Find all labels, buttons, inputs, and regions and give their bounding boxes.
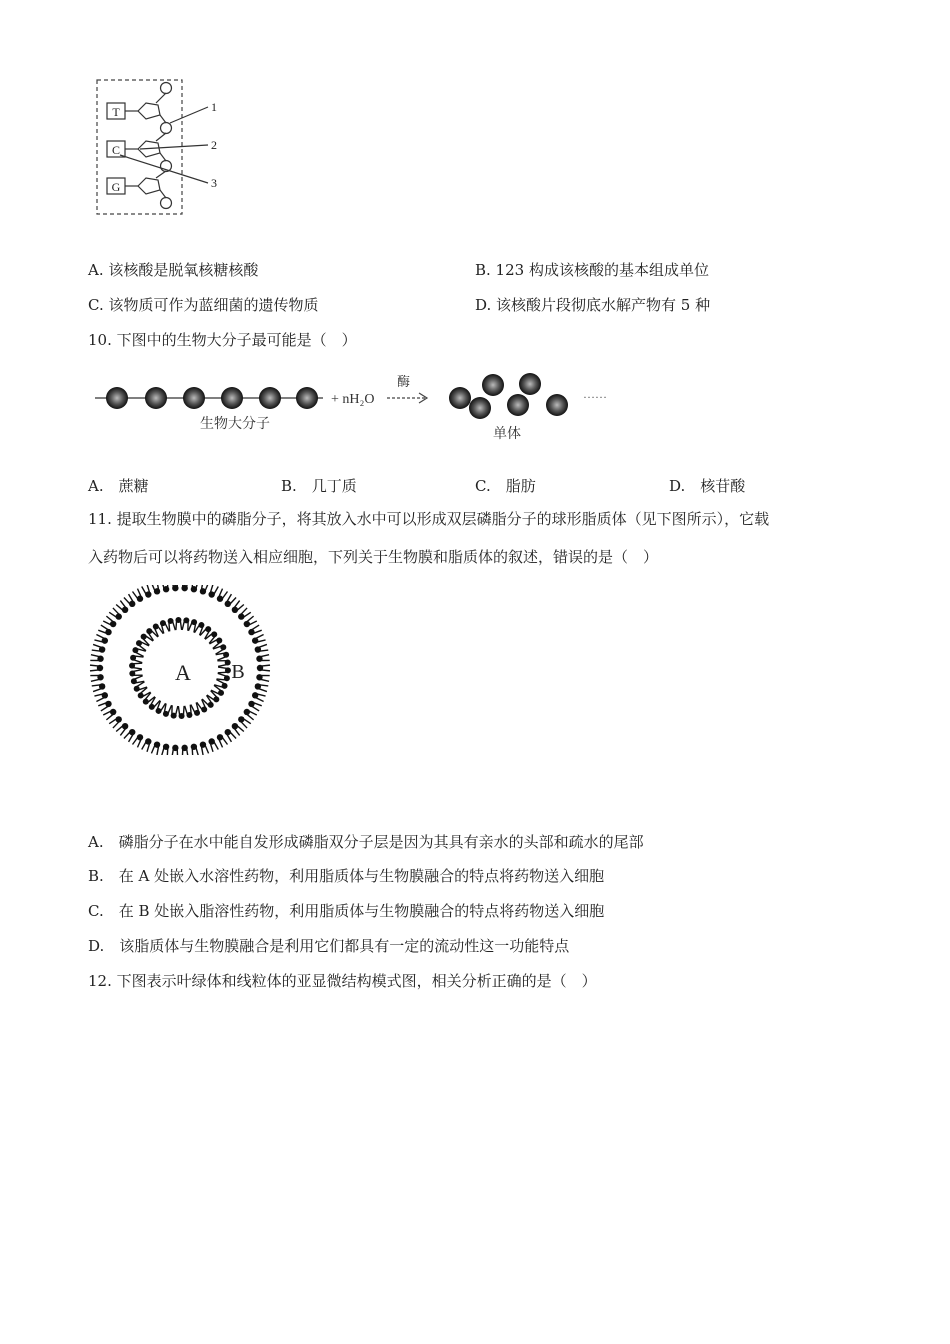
phospholipid [238,608,251,620]
phospholipid [217,659,230,666]
phospholipid [244,709,257,720]
q11-stem-line2: 入药物后可以将药物送入相应细胞，下列关于生物膜和脂质体的叙述，错误的是（ ） [88,548,659,566]
phospholipid [143,693,155,705]
phospholipid [255,644,269,652]
phospholipid [90,674,103,681]
phospholipid [98,625,111,635]
q11-option-d: D. 该脂质体与生物膜融合是利用它们都具有一定的流动性这一功能特点 [88,937,570,955]
enzyme-label: 酶 [397,374,411,389]
phospholipid [162,744,170,755]
phospholipid [217,589,228,602]
phospholipid [232,601,244,613]
phospholipid [178,706,184,719]
nucleic-acid-diagram [90,75,250,220]
phospholipid [218,667,231,673]
base-label-c: C [111,143,121,157]
phospholipid [248,701,261,711]
q10-option-a: A. 蔗糖 [88,477,149,495]
phospholipid [175,617,181,630]
phospholipid [248,625,261,635]
q11-option-c: C. 在 B 处嵌入脂溶性药物，利用脂质体与生物膜融合的特点将药物送入细胞 [88,902,605,920]
monomer-label: 单体 [493,427,521,442]
q9-option-d: D. 该核酸片段彻底水解产物有 5 种 [475,296,711,314]
phospholipid [109,608,122,620]
q10-option-b: B. 几丁质 [281,477,357,495]
phospholipid [191,744,199,755]
region-a-label: A [175,660,191,685]
phospholipid [133,589,144,602]
phospholipid [151,585,160,595]
q9-option-b: B. 123 构成该核酸的基本组成单位 [475,261,709,279]
q11-option-a: A. 磷脂分子在水中能自发形成磷脂双分子层是因为其具有亲水的头部和疏水的尾部 [88,833,644,851]
phospholipid [225,594,236,607]
q10-option-c: C. 脂肪 [475,477,536,495]
phospholipid [202,695,214,708]
q12-stem: 12. 下图表示叶绿体和线粒体的亚显微结构模式图，相关分析正确的是（ ） [88,972,597,990]
phospholipid [256,655,269,662]
phospholipid [181,585,188,591]
phospholipid [171,705,178,718]
phospholipid [109,716,122,728]
phospholipid [90,665,103,671]
phospholipid [142,585,152,598]
phospholipid [162,585,170,592]
phospholipid [208,738,218,752]
phospholipid [124,729,135,742]
phospholipid [207,691,219,703]
water-term: + nH₂O [331,392,375,407]
macromolecule-label: 生物大分子 [200,417,270,432]
callout-3: 3 [211,176,217,190]
q9-option-a: A. 该核酸是脱氧核糖核酸 [88,261,259,279]
q10-stem: 10. 下图中的生物大分子最可能是（ ） [88,331,357,349]
phospholipid [116,723,128,735]
liposome-diagram [88,585,273,755]
phospholipid [94,635,108,644]
phospholipid [129,670,142,677]
phospholipid [217,734,228,747]
phospholipid [182,617,189,630]
q9-option-c: C. 该物质可作为蓝细菌的遗传物质 [88,296,319,314]
phospholipid [200,585,209,595]
phospholipid [252,635,266,644]
phospholipid [208,585,218,598]
region-b-label: B [231,661,245,683]
phospholipid [244,616,257,627]
phospholipid [225,729,236,742]
phospholipid [256,674,269,681]
phospholipid [94,692,108,701]
callout-1: 1 [211,100,217,114]
hydrolysis-diagram [95,368,615,448]
phospholipid [124,594,135,607]
phospholipid [255,683,269,691]
base-label-g: G [111,180,121,194]
phospholipid [92,644,106,652]
phospholipid [232,723,244,735]
phospholipid [172,745,179,755]
phospholipid [172,585,179,591]
q10-option-d: D. 核苷酸 [669,477,746,495]
phospholipid [90,655,103,662]
phospholipid [151,741,160,755]
continuation-dots: …… [583,387,607,401]
callout-2: 2 [211,138,217,152]
phospholipid [257,665,270,671]
phospholipid [191,585,199,592]
phospholipid [205,631,217,643]
phospholipid [133,734,144,747]
phospholipid [141,634,153,646]
phospholipid [92,683,106,691]
phospholipid [129,663,142,669]
phospholipid [200,741,209,755]
phospholipid [146,628,158,641]
phospholipid [103,616,116,627]
phospholipid [238,716,251,728]
q11-option-b: B. 在 A 处嵌入水溶性药物，利用脂质体与生物膜融合的特点将药物送入细胞 [88,867,605,885]
phospholipid [98,701,111,711]
phospholipid [116,601,128,613]
phospholipid [181,745,188,755]
base-label-t: T [112,105,120,119]
phospholipid [142,738,152,752]
phospholipid [252,692,266,701]
phospholipid [103,709,116,720]
q11-stem-line1: 11. 提取生物膜中的磷脂分子，将其放入水中可以形成双层磷脂分子的球形脂质体（见下图所示），它载 [88,510,770,528]
